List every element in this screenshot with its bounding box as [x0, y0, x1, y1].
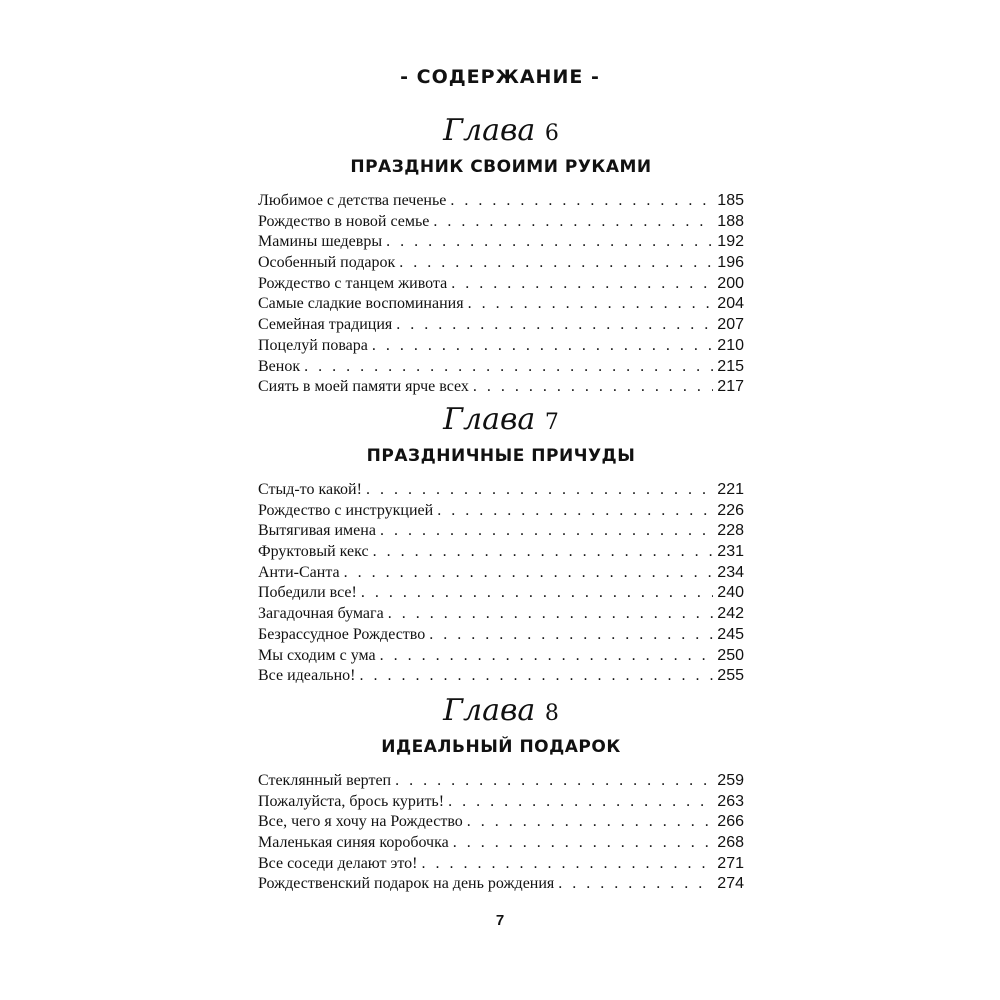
toc-entry-page: 268	[717, 834, 744, 852]
toc-entry	[258, 377, 744, 398]
toc-entry	[258, 232, 744, 253]
toc-entry	[258, 501, 744, 522]
toc-entry-page: 221	[717, 481, 744, 498]
dot-leader	[380, 521, 713, 542]
dot-leader	[468, 294, 714, 315]
dot-leader	[422, 854, 714, 875]
dot-leader	[361, 583, 713, 604]
toc-entry	[258, 357, 744, 378]
dot-leader	[558, 874, 713, 895]
toc-entry-page: 215	[717, 357, 744, 375]
dot-leader	[373, 542, 714, 563]
chapter-8	[258, 694, 744, 895]
toc-entry	[258, 521, 744, 542]
dot-leader	[395, 771, 713, 792]
toc-list	[258, 771, 744, 895]
toc-entry-title: Самые сладкие воспоминания	[258, 295, 464, 313]
toc-entry-page: 231	[717, 543, 744, 561]
toc-entry	[258, 563, 744, 584]
toc-entry-page: 228	[717, 522, 744, 540]
toc-entry	[258, 646, 744, 667]
toc-entry	[258, 191, 744, 212]
toc-entry-title: Сиять в моей памяти ярче всех	[258, 378, 469, 396]
toc-entry	[258, 874, 744, 895]
toc-entry-page: 204	[717, 295, 744, 313]
dot-leader	[344, 563, 714, 584]
dot-leader	[448, 792, 713, 813]
toc-entry-page: 207	[717, 316, 744, 334]
chapter-label	[258, 694, 744, 731]
chapter-label-word: Глава	[443, 402, 536, 437]
toc-entry	[258, 315, 744, 336]
toc-entry-title: Загадочная бумага	[258, 605, 384, 623]
toc-entry-page: 245	[717, 625, 744, 643]
toc-entry-page: 242	[717, 605, 744, 623]
toc-entry-page: 263	[717, 792, 744, 810]
toc-entry	[258, 253, 744, 274]
chapter-title: ПРАЗДНИК СВОИМИ РУКАМИ	[350, 157, 652, 177]
toc-entry	[258, 854, 744, 875]
toc-entry-title: Все, чего я хочу на Рождество	[258, 813, 463, 831]
dot-leader	[359, 666, 713, 687]
toc-entry-title: Мы сходим с ума	[258, 646, 376, 664]
chapter-label	[258, 403, 744, 440]
toc-entry-page: 210	[717, 336, 744, 354]
chapter-number: 6	[544, 121, 559, 146]
dot-leader	[450, 191, 713, 212]
toc-entry	[258, 792, 744, 813]
toc-entry	[258, 812, 744, 833]
dot-leader	[304, 357, 713, 378]
toc-entry-title: Стыд-то какой!	[258, 481, 362, 498]
toc-entry-page: 255	[717, 667, 744, 685]
chapter-label-word: Глава	[443, 693, 536, 728]
toc-entry-page: 200	[717, 274, 744, 292]
toc-entry-title: Любимое с детства печенье	[258, 192, 447, 209]
toc-entry-title: Семейная традиция	[258, 316, 393, 334]
toc-list	[258, 480, 744, 687]
toc-entry-page: 274	[717, 875, 744, 893]
chapter-title: ПРАЗДНИЧНЫЕ ПРИЧУДЫ	[366, 446, 636, 466]
toc-entry-title: Поцелуй повара	[258, 336, 368, 354]
toc-entry	[258, 542, 744, 563]
dot-leader	[453, 833, 714, 854]
dot-leader	[386, 232, 713, 253]
page-header: - СОДЕРЖАНИЕ -	[400, 66, 600, 88]
toc-entry	[258, 294, 744, 315]
dot-leader	[473, 377, 713, 398]
dot-leader	[451, 274, 713, 295]
toc-entry-title: Анти-Санта	[258, 563, 340, 581]
toc-entry-title: Маленькая синяя коробочка	[258, 834, 449, 852]
toc-entry-title: Особенный подарок	[258, 254, 396, 272]
toc-entry-title: Все соседи делают это!	[258, 854, 418, 872]
chapter-label-word: Глава	[443, 113, 536, 148]
toc-entry-page: 188	[717, 212, 744, 230]
toc-entry-page: 217	[717, 378, 744, 396]
toc-entry-title: Стеклянный вертеп	[258, 772, 392, 789]
dot-leader	[366, 480, 713, 501]
toc-entry-title: Пожалуйста, брось курить!	[258, 792, 445, 810]
toc-entry-page: 226	[717, 501, 744, 519]
toc-entry-title: Победили все!	[258, 584, 357, 602]
toc-entry-title: Рождество в новой семье	[258, 212, 430, 230]
toc-entry	[258, 583, 744, 604]
toc-entry-title: Безрассудное Рождество	[258, 625, 426, 643]
toc-entry-page: 196	[717, 254, 744, 272]
toc-entry	[258, 666, 744, 687]
chapter-number: 8	[544, 701, 559, 726]
dot-leader	[437, 501, 713, 522]
page-number: 7	[495, 912, 505, 929]
toc-entry-page: 240	[717, 584, 744, 602]
toc-entry-page: 250	[717, 646, 744, 664]
toc-entry-title: Рождество с инструкцией	[258, 501, 434, 519]
dot-leader	[388, 604, 714, 625]
toc-entry	[258, 833, 744, 854]
toc-entry	[258, 625, 744, 646]
dot-leader	[380, 646, 714, 667]
toc-entry-title: Рождество с танцем живота	[258, 274, 448, 292]
chapter-6	[258, 114, 744, 398]
toc-entry-title: Все идеально!	[258, 667, 356, 685]
toc-entry	[258, 336, 744, 357]
toc-list	[258, 191, 744, 398]
chapter-label	[258, 114, 744, 151]
toc-entry-title: Мамины шедевры	[258, 233, 383, 251]
chapter-7	[258, 403, 744, 687]
toc-entry	[258, 212, 744, 233]
chapter-title: ИДЕАЛЬНЫЙ ПОДАРОК	[381, 737, 621, 757]
dot-leader	[372, 336, 713, 357]
toc-entry-page: 234	[717, 563, 744, 581]
toc-entry-page: 185	[717, 192, 744, 209]
toc-entry-page: 271	[717, 854, 744, 872]
toc-entry-title: Вытягивая имена	[258, 522, 376, 540]
toc-entry	[258, 274, 744, 295]
dot-leader	[433, 212, 713, 233]
toc-entry	[258, 604, 744, 625]
toc-entry	[258, 771, 744, 792]
toc-entry	[258, 480, 744, 501]
dot-leader	[396, 315, 713, 336]
dot-leader	[399, 253, 713, 274]
toc-entry-page: 266	[717, 813, 744, 831]
toc-entry-title: Венок	[258, 357, 301, 375]
dot-leader	[467, 812, 714, 833]
toc-entry-page: 192	[717, 233, 744, 251]
toc-entry-title: Фруктовый кекс	[258, 543, 369, 561]
dot-leader	[429, 625, 713, 646]
chapter-number: 7	[544, 410, 559, 435]
toc-entry-title: Рождественский подарок на день рождения	[258, 875, 555, 893]
toc-entry-page: 259	[717, 772, 744, 789]
